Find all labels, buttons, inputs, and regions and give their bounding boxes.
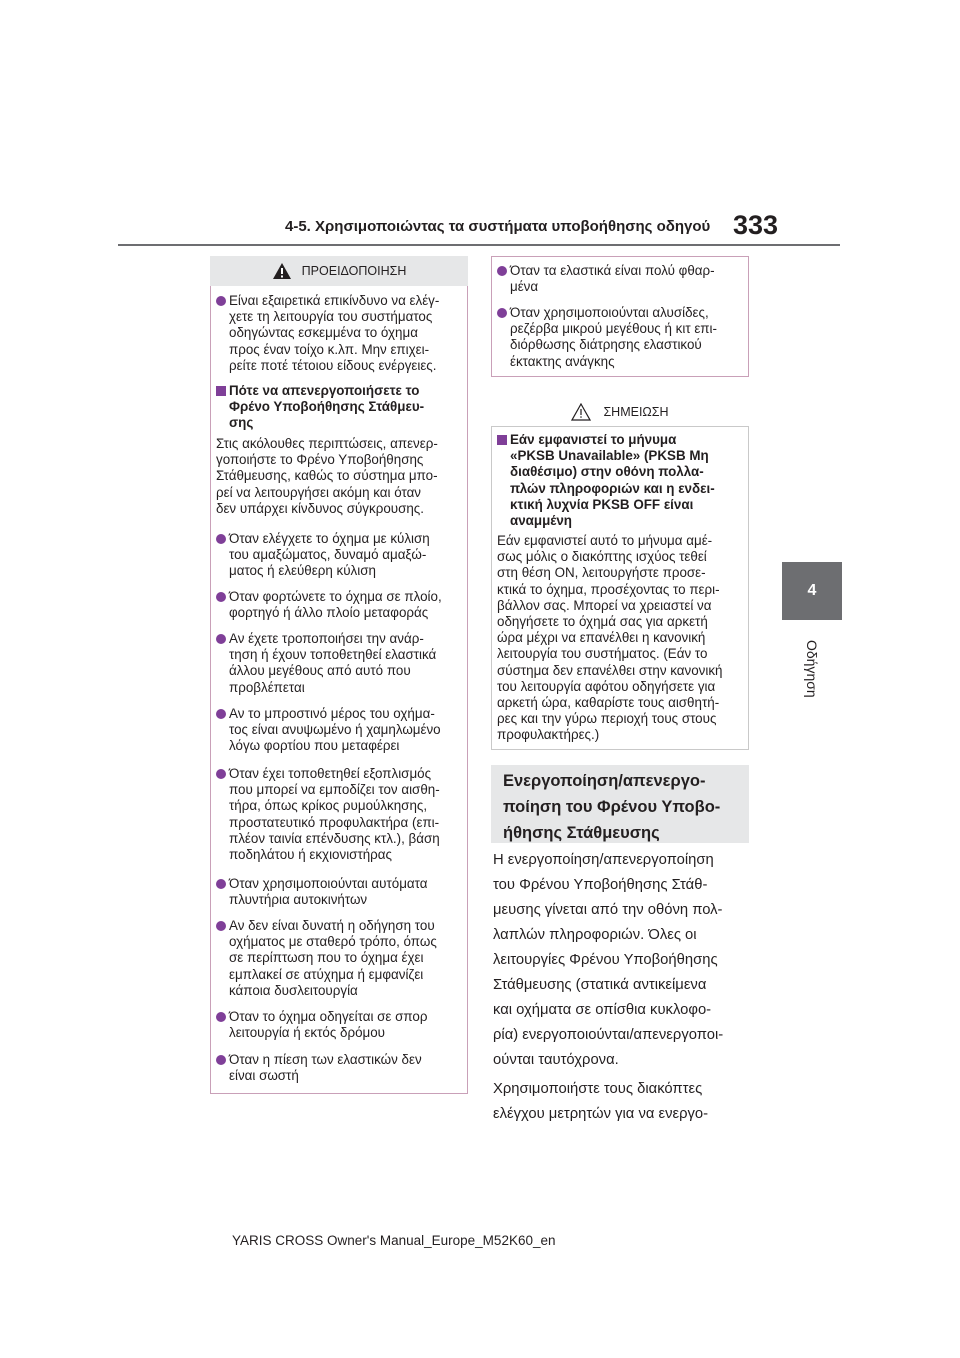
list-item: Όταν έχει τοποθετηθεί εξοπλισμός που μπορεί να εμποδίζει τον αισθη- τήρα, όπως κρίκος ρυμούλκησης, προστατευτικό προφυλακτήρα (επι- πλέον ταινία επένδυσης κτλ.), βάση ποδηλάτου ή εκχιονιστήρας	[216, 766, 462, 863]
square-bullet-icon	[497, 435, 507, 445]
note-title: ΣΗΜΕΙΩΣΗ	[603, 405, 669, 419]
text-line: γοποιήστε το Φρένο Υποβοήθησης	[216, 452, 424, 468]
bullet-icon	[216, 592, 226, 602]
text-line: Φρένο Υποβοήθησης Στάθμευ-	[229, 399, 425, 415]
bullet-icon	[497, 266, 507, 276]
text-line: χετε τη λειτουργία του συστήματος	[229, 309, 433, 325]
note-text: Εάν εμφανιστεί αυτό το μήνυμα αμέ- σως μόλις ο διακόπτης ισχύος τεθεί στη θέση ON, λειτουργήστε προσε- κτικά το όχημα, προσέχοντας το περι- βάλλον σας. Μπορεί να χρειαστεί να οδηγήσετε το όχημά σας για αρκετή ώρα μέχρι να επανέλθει η κανονική λειτουργία του συστήματος. (Εάν το σύστημα δεν επανέλθει στην κανονική του λειτουργία αφότου οδηγήσετε για αρκετή ώρα, καθαρίστε τους αισθητή- ρες και την γύρω περιοχή τους στους προφυλακτήρες.)	[497, 533, 723, 743]
list-item: Όταν η πίεση των ελαστικών δεν είναι σωστή	[216, 1052, 462, 1084]
bullet-icon	[497, 308, 507, 318]
text-line: ρεί να λειτουργήσει ακόμη και όταν	[216, 484, 422, 500]
bullet-icon	[216, 769, 226, 779]
section-title: Ενεργοποίηση/απενεργο- ποίηση του Φρένου Υποβο- ήθησης Στάθμευσης	[503, 772, 721, 842]
list-item: Όταν φορτώνετε το όχημα σε πλοίο, φορτηγό ή άλλο πλοίο μεταφοράς	[216, 589, 462, 621]
warning-subheading	[216, 383, 464, 432]
warning-sub-text	[216, 436, 464, 517]
bullet-icon	[216, 709, 226, 719]
chapter-label: Οδήγηση	[804, 640, 820, 698]
text-line: Στάθμευσης, καθώς το σύστημα μπο-	[216, 468, 438, 484]
caution-triangle-icon	[571, 403, 591, 421]
text-line: Είναι εξαιρετικά επικίνδυνο να ελέγ-	[229, 293, 440, 308]
bullet-icon	[216, 296, 226, 306]
note-subheading: Εάν εμφανιστεί το μήνυμα «PKSB Unavailable» (PKSB Μη διαθέσιμο) στην οθόνη πολλα- πλών πληροφοριών και η ενδει- κτική λυχνία PKSB OFF είναι αναμμένη	[497, 432, 743, 529]
text-line: Στις ακόλουθες περιπτώσεις, απενερ-	[216, 436, 438, 451]
list-item: Όταν χρησιμοποιούνται αυτόματα πλυντήρια αυτοκινήτων	[216, 876, 462, 908]
list-item: Αν έχετε τροποποιήσει την ανάρ- τηση ή έχουν τοποθετηθεί ελαστικά άλλου μεγέθους από αυτό που προβλέπεται	[216, 631, 462, 696]
body-paragraph: Η ενεργοποίηση/απενεργοποίηση του Φρένου Υποβοήθησης Στάθ- μευσης γίνεται από την οθόνη πολ- λαπλών πληροφοριών. Όλες οι λειτουργίες Φρένου Υποβοήθησης Στάθμευσης (στατικά αντικείμενα και οχήματα σε οπίσθια κυκλοφο- ρία) ενεργοποιούνται/απενεργοποι- ούνται ταυτόχρονα.	[493, 852, 724, 1068]
list-item: Αν δεν είναι δυνατή η οδήγηση του οχήματος με σταθερό τρόπο, όπως σε περίπτωση που το όχημα έχει εμπλακεί σε ατύχημα ή εμφανίζει κάποια δυσλειτουργία	[216, 918, 462, 999]
note-header	[491, 398, 749, 427]
page-number: 333	[733, 210, 779, 240]
header-divider	[118, 244, 840, 246]
text-line: προς έναν τοίχο κ.λπ. Μην επιχει-	[229, 341, 430, 357]
text-line: σης	[229, 415, 254, 431]
chapter-tab: 4	[782, 562, 842, 620]
bullet-icon	[216, 879, 226, 889]
list-item: Όταν ελέγχετε το όχημα με κύλιση του αμαξώματος, δυναμό αμαξώ- ματος ή ελεύθερη κύλιση	[216, 531, 462, 580]
bullet-icon	[216, 634, 226, 644]
text-line: Πότε να απενεργοποιήσετε το	[229, 383, 420, 398]
bullet-icon	[216, 1012, 226, 1022]
warning-triangle-icon	[272, 262, 292, 280]
warning-header	[210, 256, 468, 286]
list-item: Όταν χρησιμοποιούνται αλυσίδες, ρεζέρβα μικρού μεγέθους ή κιτ επι- διόρθωσης διάτρησης ελαστικού έκτακτης ανάγκης	[497, 305, 743, 370]
list-item: Όταν τα ελαστικά είναι πολύ φθαρ- μένα	[497, 263, 743, 295]
list-item: Όταν το όχημα οδηγείται σε σπορ λειτουργία ή εκτός δρόμου	[216, 1009, 462, 1041]
text-line: οδηγώντας εσκεμμένα το όχημα	[229, 325, 418, 341]
bullet-icon	[216, 534, 226, 544]
section-header: 4-5. Χρησιμοποιώντας τα συστήματα υποβοήθησης οδηγού	[285, 218, 711, 235]
text-line: ρείτε ποτέ τέτοιου είδους ενέργειες.	[229, 357, 437, 373]
bullet-icon	[216, 1055, 226, 1065]
warning-intro	[216, 293, 464, 374]
square-bullet-icon	[216, 386, 226, 396]
list-item: Αν το μπροστινό μέρος του οχήμα- τος είναι ανυψωμένο ή χαμηλωμένο λόγω φορτίου που μεταφέρει	[216, 706, 462, 755]
body-paragraph: Χρησιμοποιήστε τους διακόπτες ελέγχου μετρητών για να ενεργο-	[493, 1081, 709, 1122]
warning-title: ΠΡΟΕΙΔΟΠΟΙΗΣΗ	[301, 264, 407, 278]
bullet-icon	[216, 921, 226, 931]
text-line: δεν υπάρχει κίνδυνος σύγκρουσης.	[216, 500, 424, 516]
footer-text: YARIS CROSS Owner's Manual_Europe_M52K60_en	[232, 1233, 556, 1248]
